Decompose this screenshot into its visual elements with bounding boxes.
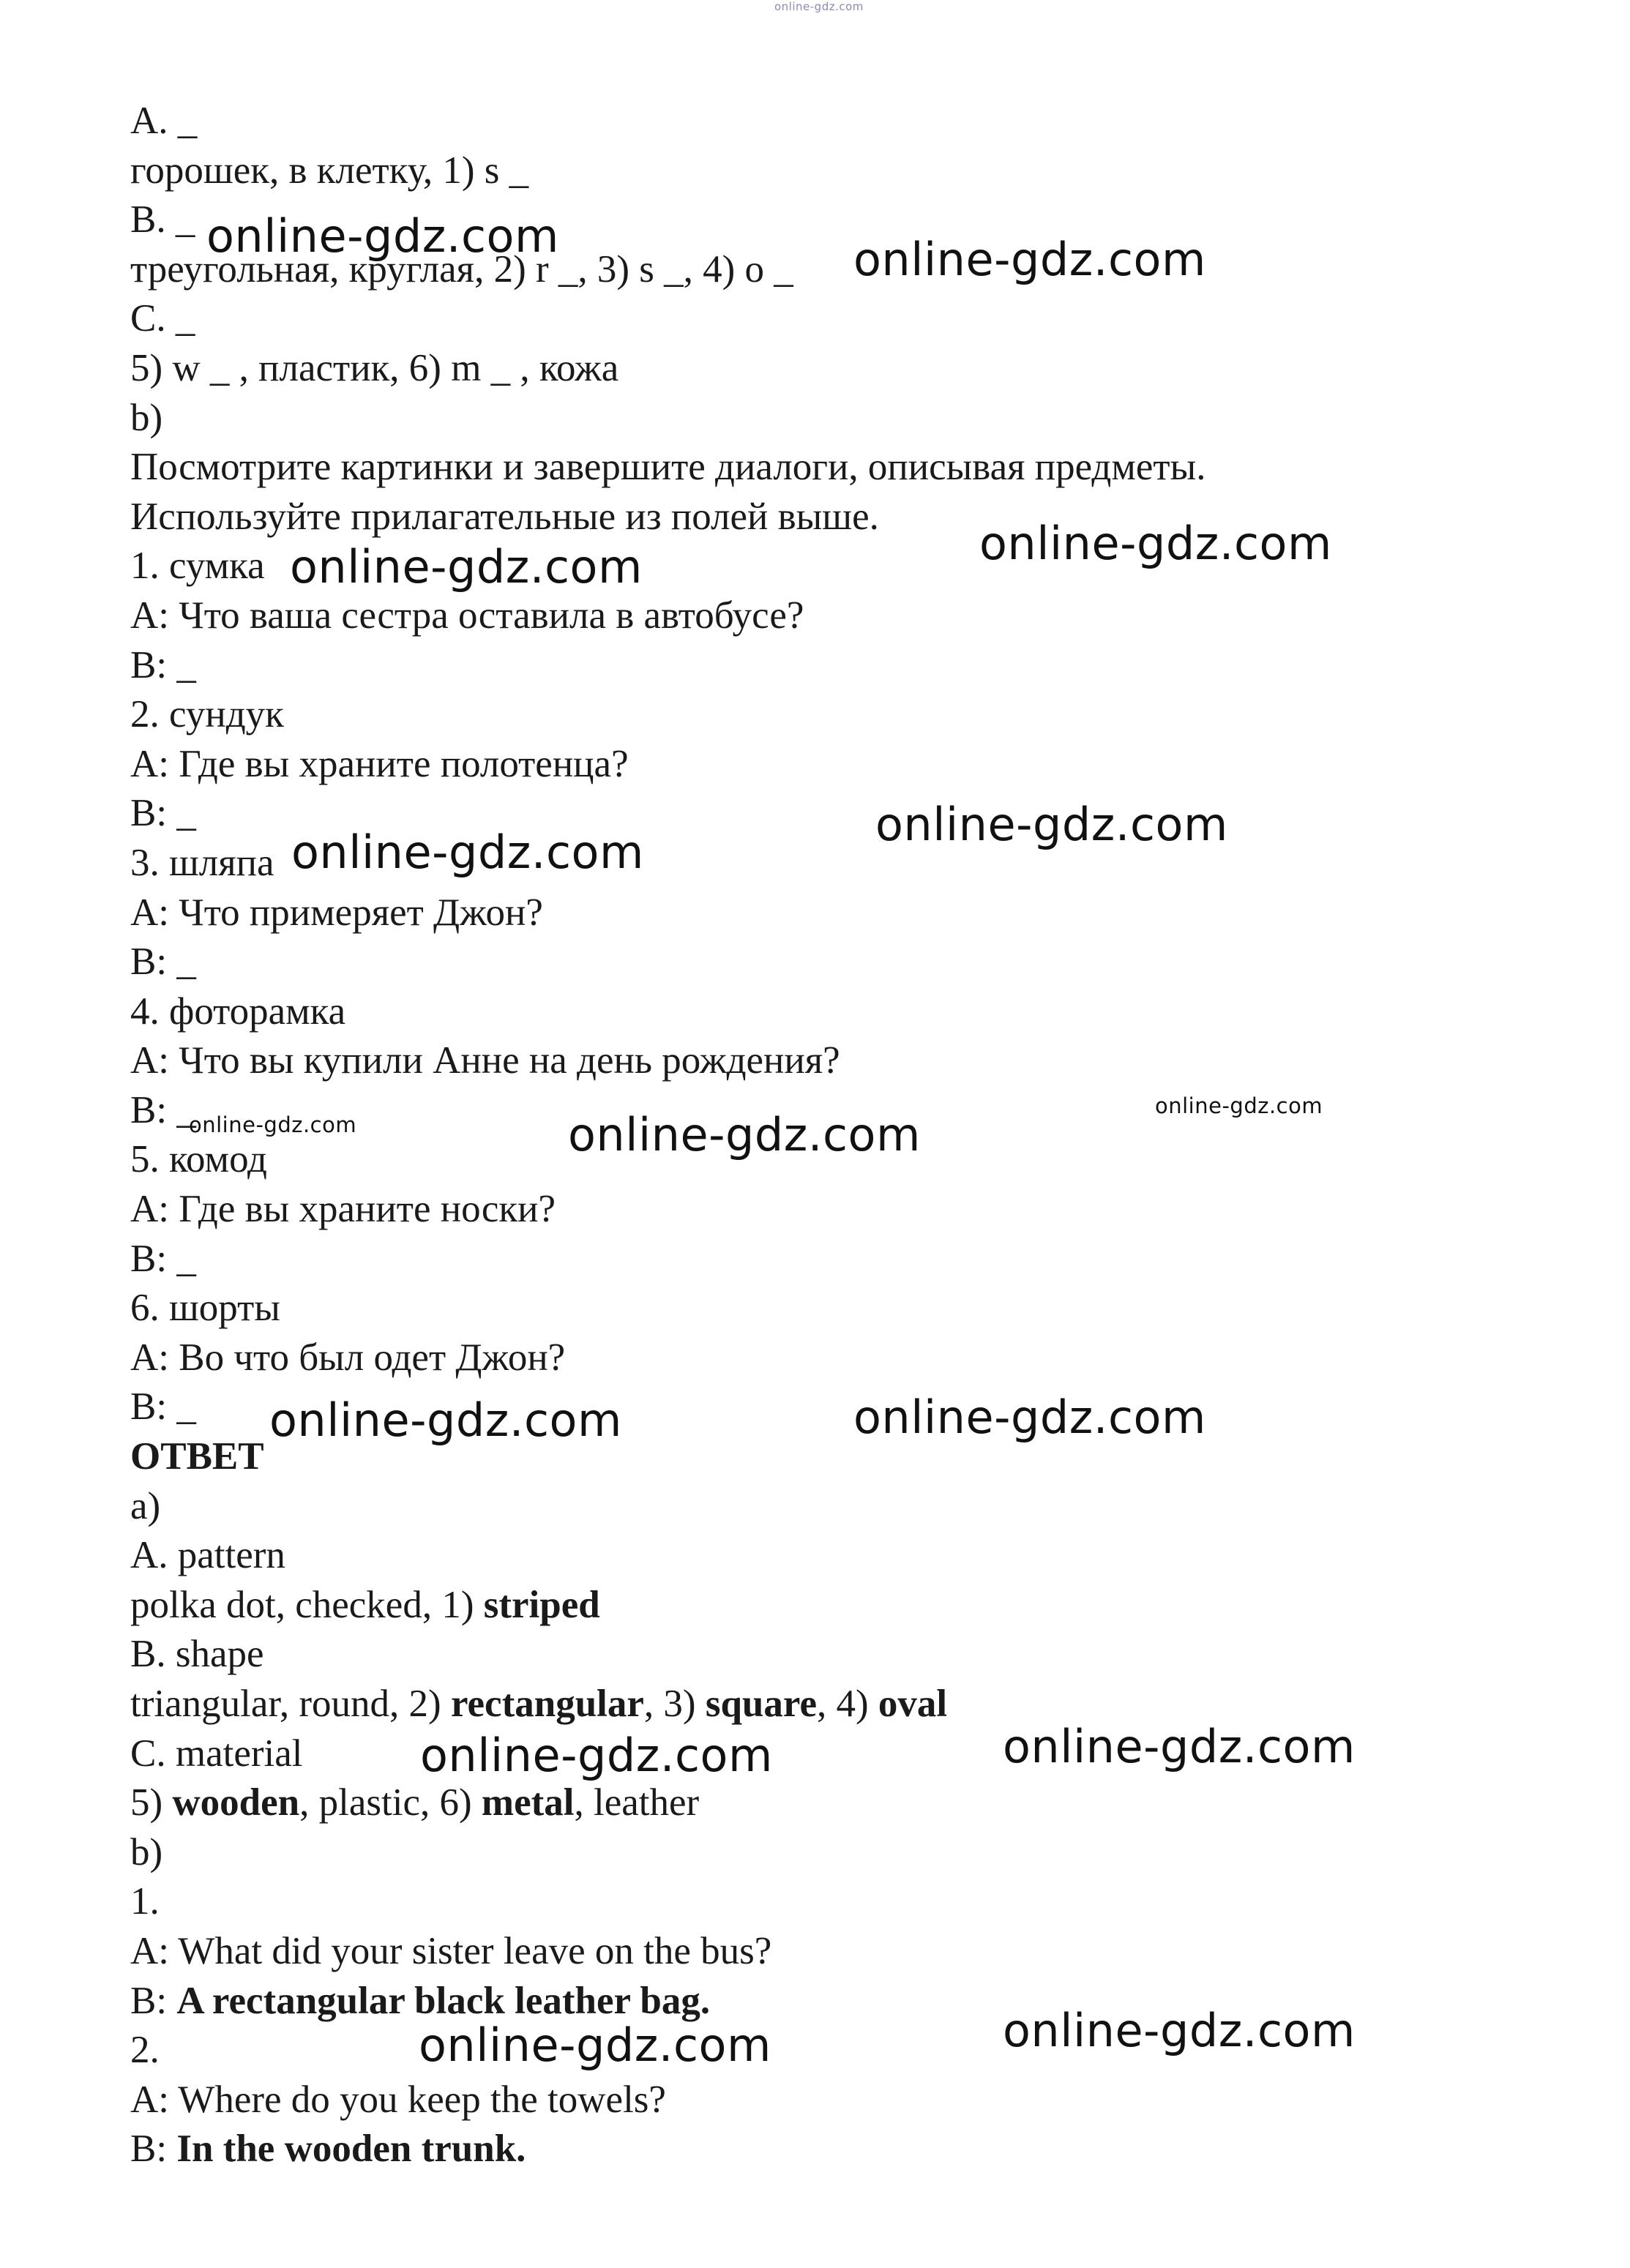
- dialog-3-question: A: Что примеряет Джон?: [130, 891, 543, 934]
- dialog-2-item: 2. сундук: [130, 693, 284, 736]
- answer-word-2: rectangular: [450, 1683, 644, 1725]
- answer-part-b: b): [130, 1830, 163, 1874]
- dialog-3-answer: B: _: [130, 940, 196, 984]
- watermark: online-gdz.com: [979, 517, 1332, 570]
- task-c-label: C. _: [130, 297, 195, 340]
- dialog-2-question: A: Где вы храните полотенца?: [130, 742, 629, 785]
- dialog-5-question: A: Где вы храните носки?: [130, 1188, 556, 1231]
- watermark: online-gdz.com: [875, 798, 1228, 851]
- dialog-2-answer: B: _: [130, 792, 196, 835]
- answer-word-6: metal: [481, 1781, 575, 1824]
- dialog-6-question: A: Во что был одет Джон?: [130, 1336, 566, 1379]
- dialog-1-item: 1. сумка: [130, 544, 265, 588]
- watermark: online-gdz.com: [189, 1112, 357, 1137]
- answer-d1-question: A: What did your sister leave on the bus?: [130, 1929, 772, 1972]
- dialog-5-answer: B: _: [130, 1237, 196, 1280]
- answer-a-label: A. pattern: [130, 1534, 285, 1577]
- answer-d1-prefix: B:: [130, 1979, 177, 2022]
- answer-b-label: B. shape: [130, 1633, 264, 1676]
- answer-part-a: a): [130, 1484, 161, 1527]
- answer-word-4: oval: [878, 1683, 948, 1725]
- task-b-label: B. _: [130, 198, 195, 242]
- answer-c-end: , leather: [574, 1781, 700, 1824]
- watermark-top: online-gdz.com: [774, 0, 864, 13]
- answer-d1-text: A rectangular black leather bag.: [176, 1979, 711, 2022]
- watermark: online-gdz.com: [1003, 2004, 1356, 2057]
- answer-b-sep-3: , 3): [643, 1683, 706, 1725]
- watermark: online-gdz.com: [290, 540, 643, 594]
- answer-d2-question: A: Where do you keep the towels?: [130, 2078, 666, 2121]
- task-a-label: A. _: [130, 100, 198, 142]
- task-c-words: 5) w _ , пластик, 6) m _ , кожа: [130, 346, 619, 389]
- answer-c-words: [130, 1778, 1579, 1828]
- watermark: online-gdz.com: [568, 1108, 921, 1161]
- answer-c-label: C. material: [130, 1732, 303, 1775]
- task-instruction-2: Используйте прилагательные из полей выше.: [130, 495, 879, 538]
- answer-c-num-5: 5): [130, 1781, 173, 1824]
- task-b-words: треугольная, круглая, 2) r _, 3) s _, 4) o _: [130, 247, 793, 291]
- task-instruction-1: Посмотрите картинки и завершите диалоги, описывая предметы.: [130, 446, 1206, 489]
- answer-d2-prefix: B:: [130, 2127, 177, 2171]
- answer-heading-text: ОТВЕТ: [130, 1435, 264, 1478]
- dialog-3-item: 3. шляпа: [130, 841, 274, 884]
- watermark: online-gdz.com: [853, 233, 1206, 286]
- answer-b-plain: triangular, round, 2): [130, 1683, 451, 1725]
- answer-a-words: [130, 1581, 1579, 1631]
- dialog-4-item: 4. фоторамка: [130, 989, 346, 1033]
- answer-d2-text: In the wooden trunk.: [176, 2127, 526, 2171]
- dialog-1-question: A: Что ваша сестра оставила в автобусе?: [130, 594, 804, 637]
- watermark: online-gdz.com: [853, 1391, 1206, 1444]
- answer-b-words: [130, 1680, 1579, 1729]
- answer-c-mid: , plastic, 6): [299, 1781, 482, 1824]
- dialog-1-answer: B: _: [130, 643, 196, 686]
- answer-word-3: square: [705, 1683, 817, 1725]
- dialog-6-answer: B: _: [130, 1385, 196, 1429]
- watermark: online-gdz.com: [206, 209, 559, 263]
- dialog-6-item: 6. шорты: [130, 1287, 280, 1330]
- dialog-5-item: 5. комод: [130, 1138, 268, 1181]
- watermark: online-gdz.com: [291, 826, 644, 879]
- answer-word-5: wooden: [172, 1781, 300, 1824]
- watermark: online-gdz.com: [1155, 1093, 1323, 1118]
- answer-d2-num: 2.: [130, 2029, 160, 2072]
- watermark: online-gdz.com: [420, 1729, 773, 1782]
- watermark: online-gdz.com: [419, 2018, 771, 2072]
- answer-b-sep-4: , 4): [817, 1683, 878, 1725]
- answer-d1-num: 1.: [130, 1880, 160, 1923]
- dialog-4-question: A: Что вы купили Анне на день рождения?: [130, 1039, 840, 1082]
- watermark: online-gdz.com: [1003, 1720, 1356, 1773]
- task-part-b: b): [130, 396, 163, 439]
- answer-d2-answer: [130, 2125, 1579, 2174]
- watermark: online-gdz.com: [269, 1393, 622, 1447]
- answer-d1-answer: [130, 1977, 1579, 2026]
- dialog-4-answer: B: _: [130, 1088, 196, 1131]
- task-a-words: горошек, в клетку, 1) s _: [130, 149, 529, 192]
- answer-word-1: striped: [483, 1583, 600, 1626]
- answer-a-plain: polka dot, checked, 1): [130, 1583, 484, 1626]
